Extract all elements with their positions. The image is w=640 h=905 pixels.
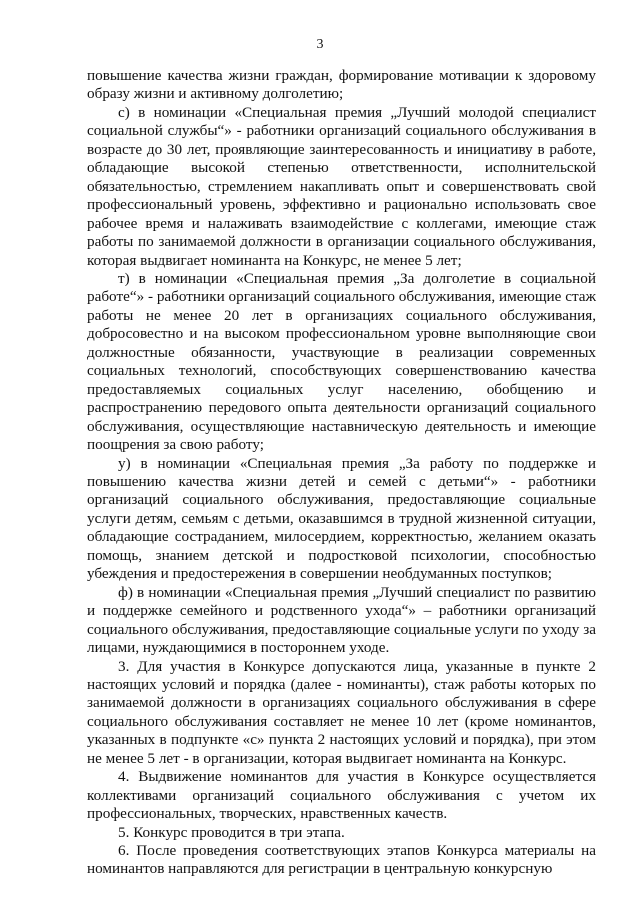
- paragraph-nomination-f: ф) в номинации «Специальная премия „Лучший специалист по развитию и поддержке семейного и родственного ухода“» – работники организаций социального обслуживания, предоставляющие социальные услуги по уходу за лицами, нуждающимися в постороннем уходе.: [87, 583, 596, 657]
- paragraph-item-3: 3. Для участия в Конкурсе допускаются лица, указанные в пункте 2 настоящих условий и порядка (далее - номинанты), стаж работы которых по занимаемой должности в организациях социального обслуживания в сфере социального обслуживания составляет не менее 10 лет (кроме номинантов, указанных в подпункте «с» пункта 2 настоящих условий и порядка), при этом не менее 5 лет - в организации, которая выдвигает номинанта на Конкурс.: [87, 657, 596, 767]
- body-text: [87, 67, 596, 879]
- paragraph-item-6: 6. После проведения соответствующих этапов Конкурса материалы на номинантов направляются для регистрации в центральную конкурсную: [87, 842, 596, 878]
- paragraph-nomination-c: с) в номинации «Специальная премия „Лучший молодой специалист социальной службы“» - работники организаций социального обслуживания в возрасте до 30 лет, проявляющие заинтересованность и инициативу в работе, обладающие высокой степенью ответственности, исполнительской обязательностью, стремлением накапливать опыт и совершенствовать свой профессиональный уровень, эффективно и рационально использовать свое рабочее время и налаживать взаимодействие с коллегами, имеющие стаж работы по занимаемой должности в организации социального обслуживания, которая выдвигает номинанта на Конкурс, не менее 5 лет;: [87, 103, 596, 269]
- paragraph-item-4: 4. Выдвижение номинантов для участия в Конкурсе осуществляется коллективами организаций социального обслуживания с учетом их профессиональных, творческих, нравственных качеств.: [87, 768, 596, 823]
- page-number: 3: [316, 37, 324, 52]
- paragraph-item-5: 5. Конкурс проводится в три этапа.: [118, 823, 345, 841]
- paragraph-nomination-t: т) в номинации «Специальная премия „За долголетие в социальной работе“» - работники организаций социального обслуживания, имеющие стаж работы не менее 20 лет в организациях социального обслуживания, добросовестно и на высоком профессиональном уровне выполняющие свои должностные обязанности, участвующие в реализации современных социальных технологий, способствующих совершенствованию качества предоставляемых социальных услуг населению, обобщению и распространению передового опыта деятельности организаций социального обслуживания, осуществляющие наставническую деятельность и имеющие поощрения за свою работу;: [87, 269, 596, 454]
- paragraph-nomination-u: у) в номинации «Специальная премия „За работу по поддержке и повышению качества жизни детей и семей с детьми“» - работники организаций социального обслуживания, предоставляющие социальные услуги детям, семьям с детьми, оказавшимся в трудной жизненной ситуации, обладающие состраданием, милосердием, корректностью, желанием оказать помощь, знанием детской и подростковой психологии, способностью убеждения и предостережения в совершении необдуманных поступков;: [87, 454, 596, 583]
- paragraph-continuation: повышение качества жизни граждан, формирование мотивации к здоровому образу жизни и активному долголетию;: [87, 67, 596, 103]
